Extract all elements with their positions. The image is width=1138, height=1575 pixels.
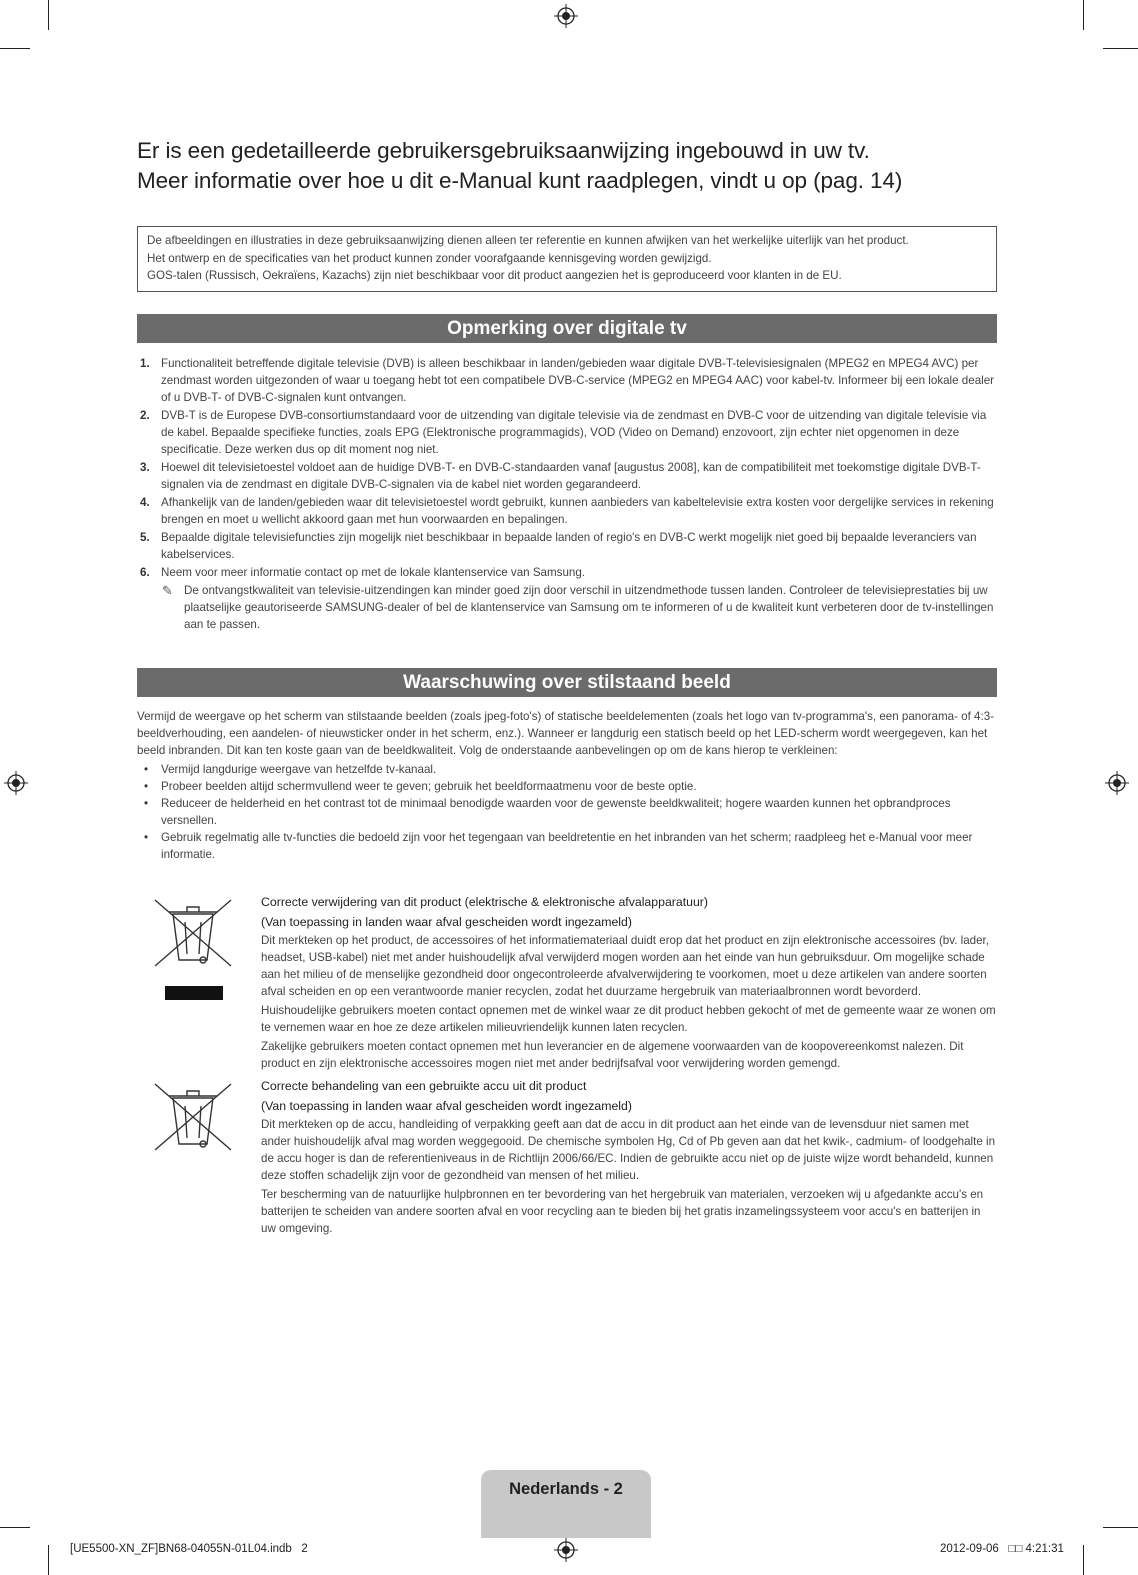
crossed-out-bin-icon xyxy=(151,1078,241,1158)
list-item: 3. Hoewel dit televisietoestel voldoet aan de huidige DVB-T- en DVB-C-standaarden vanaf [augustus 2008], kan de compatibiliteit met toekomstige digitale DVB-T-signalen via de zendmast en digitale DVB-C-signalen via de kabel niet worden gegarandeerd. xyxy=(140,460,981,491)
weee-title: Correcte verwijdering van dit product (elektrische & elektronische afvalapparatuur) xyxy=(261,894,708,909)
registration-mark-top-icon xyxy=(554,4,578,28)
battery-subtitle: (Van toepassing in landen waar afval gescheiden wordt ingezameld) xyxy=(261,1098,632,1113)
digital-tv-list xyxy=(137,355,997,581)
weee-paragraph: Huishoudelijke gebruikers moeten contact opnemen met de winkel waar ze dit product hebben gekocht of met de gemeente waar ze wonen om te vernemen waar en hoe ze deze artikelen milieuvriendelijk kunnen laten recyclen. xyxy=(261,1003,996,1034)
print-slug-left: [UE5500-XN_ZF]BN68-04055N-01L04.indb 2 xyxy=(70,1543,308,1555)
still-image-bullets xyxy=(137,761,997,863)
battery-text xyxy=(261,1076,997,1237)
battery-disposal-block xyxy=(137,1076,997,1237)
print-slug-right: 2012-09-06 □□ 4:21:31 xyxy=(940,1543,1064,1555)
crop-mark-top-left-h xyxy=(0,48,30,49)
title-line-2: Meer informatie over hoe u dit e-Manual kunt raadplegen, vindt u op (pag. 14) xyxy=(137,168,903,193)
note-paragraph: ✎ De ontvangstkwaliteit van televisie-uitzendingen kan minder goed zijn door verschil in uitzendmethode tussen landen. Controleer de televisieprestaties bij uw plaatselijke geautoriseerde SAMSUNG-dealer of bel de klantenservice van Samsung om te informeren of u de kwaliteit kunt verbeteren door de tv-instellingen aan te passen. xyxy=(162,582,994,631)
page-content xyxy=(137,136,997,1239)
page-label: Nederlands - 2 xyxy=(509,1480,623,1498)
still-image-intro: Vermijd de weergave op het scherm van stilstaande beelden (zoals jpeg-foto's) of statische beeldelementen (zoals het logo van tv-programma's, een panorama- of 4:3-beeldverhouding, een aandelen- of nieuwsticker onder in het scherm, enz.). Wanneer er langdurig een statisch beeld op het LED-scherm wordt weergegeven, kan het beeld inbranden. Dit kan ten koste gaan van de beeldkwaliteit. Volg de onderstaande aanbevelingen op om de kans hierop te verkleinen: xyxy=(137,709,995,757)
crop-mark-bottom-right-v xyxy=(1083,1545,1084,1575)
pencil-note-icon: ✎ xyxy=(162,582,173,598)
registration-mark-left-icon xyxy=(4,771,28,795)
weee-paragraph: Dit merkteken op het product, de accessoires of het informatiemateriaal duidt erop dat het product en zijn elektronische accessoires (bv. lader, headset, USB-kabel) niet met ander huishoudelijk afval verwijderd mogen worden aan het einde van hun gebruiksduur. Om mogelijke schade aan het milieu of de menselijke gezondheid door ongecontroleerde afvalverwijdering te voorkomen, moet u deze artikelen van andere soorten afval scheiden en op een verantwoorde manier recyclen, zodat het duurzame hergebruik van materiaalbronnen wordt bevorderd. xyxy=(261,933,989,998)
battery-title: Correcte behandeling van een gebruikte accu uit dit product xyxy=(261,1078,587,1093)
crop-mark-bottom-left-h xyxy=(0,1527,30,1528)
list-item: • Probeer beelden altijd schermvullend weer te geven; gebruik het beeldformaatmenu voor de beste optie. xyxy=(137,778,997,795)
disclaimer-line: De afbeeldingen en illustraties in deze gebruiksaanwijzing dienen alleen ter referentie en kunnen afwijken van het werkelijke uiterlijk van het product. xyxy=(147,234,909,247)
list-item: • Vermijd langdurige weergave van hetzelfde tv-kanaal. xyxy=(137,761,997,778)
crop-mark-top-left-v xyxy=(48,0,49,30)
weee-text xyxy=(261,892,997,1072)
crop-mark-bottom-right-h xyxy=(1103,1527,1138,1528)
list-item: 1. Functionaliteit betreffende digitale televisie (DVB) is alleen beschikbaar in landen/gebieden waar digitale DVB-T-televisiesignalen (MPEG2 en MPEG4 AVC) per zendmast worden uitgezonden of waar u toegang hebt tot een compatibele DVB-C-service (MPEG2 en MPEG4 AAC) voor kabel-tv. Informeer bij een lokale dealer of u DVB-T- of DVB-C-signalen kunt ontvangen. xyxy=(140,356,995,404)
list-item: 6. Neem voor meer informatie contact op met de lokale klantenservice van Samsung. xyxy=(140,565,586,579)
crossed-out-bin-icon xyxy=(151,894,241,1006)
section-header-still-image: Waarschuwing over stilstaand beeld xyxy=(137,668,997,697)
disclaimer-line: Het ontwerp en de specificaties van het product kunnen zonder voorafgaande kennisgeving worden gewijzigd. xyxy=(147,251,712,265)
weee-paragraph: Zakelijke gebruikers moeten contact opnemen met hun leverancier en de algemene voorwaarden van de koopovereenkomst nalezen. Dit product en zijn elektronische accessoires mogen niet met ander bedrijfsafval voor verwijdering worden gemengd. xyxy=(261,1039,964,1070)
list-item: • Reduceer de helderheid en het contrast tot de minimaal benodigde waarden voor de gewenste beeldkwaliteit; hogere waarden kunnen het opbrandproces versnellen. xyxy=(137,795,997,829)
battery-paragraph: Ter bescherming van de natuurlijke hulpbronnen en ter bevordering van het hergebruik van materialen, verzoeken wij u afgedankte accu's en batterijen te scheiden van andere soorten afval en voor recycling aan te bieden bij het gratis inzamelingssysteem voor accu's en batterijen in uw omgeving. xyxy=(261,1187,984,1235)
crop-mark-top-right-v xyxy=(1083,0,1084,30)
disclaimer-box xyxy=(137,226,997,292)
disclaimer-line: GOS-talen (Russisch, Oekraïens, Kazachs) zijn niet beschikbaar voor dit product aangezien het is geproduceerd voor klanten in de EU. xyxy=(147,269,842,282)
list-item: 4. Afhankelijk van de landen/gebieden waar dit televisietoestel wordt gebruikt, kunnen aanbieders van kabeltelevisie extra kosten voor dergelijke services in rekening brengen en moet u wellicht akkoord gaan met hun voorwaarden en bepalingen. xyxy=(140,495,994,526)
title-line-1: Er is een gedetailleerde gebruikersgebruiksaanwijzing ingebouwd in uw tv. xyxy=(137,138,870,163)
list-item: • Gebruik regelmatig alle tv-functies die bedoeld zijn voor het tegengaan van beeldretentie en het inbranden van het scherm; raadpleeg het e-Manual voor meer informatie. xyxy=(137,829,997,863)
battery-paragraph: Dit merkteken op de accu, handleiding of verpakking geeft aan dat de accu in dit product aan het einde van de levensduur niet samen met ander huishoudelijk afval mag worden weggegooid. De chemische symbolen Hg, Cd of Pb geven aan dat het kwik-, cadmium- of loodgehalte in de accu hoger is dan de referentieniveaus in de Richtlijn 2006/66/EC. Indien de gebruikte accu niet op de juiste wijze wordt behandeld, kunnen deze stoffen schadelijk zijn voor de gezondheid van mensen of het milieu. xyxy=(261,1117,996,1182)
page-number-tab xyxy=(481,1470,651,1538)
registration-mark-right-icon xyxy=(1105,771,1129,795)
crop-mark-bottom-left-v xyxy=(48,1545,49,1575)
list-item: 2. DVB-T is de Europese DVB-consortiumstandaard voor de uitzending van digitale televisie via de zendmast en DVB-C voor de uitzending van digitale televisie via de kabel. Bepaalde specifieke functies, zoals EPG (Elektronische programmagids), VOD (Video on Demand) enzovoort, zijn echter niet opgenomen in deze specificatie. Deze werken dus op dit moment nog niet. xyxy=(140,408,987,456)
weee-subtitle: (Van toepassing in landen waar afval gescheiden wordt ingezameld) xyxy=(261,914,632,929)
section-header-digital-tv: Opmerking over digitale tv xyxy=(137,314,997,343)
weee-disposal-block xyxy=(137,892,997,1072)
crop-mark-top-right-h xyxy=(1103,48,1138,49)
page-title xyxy=(137,136,997,196)
registration-mark-bottom-icon xyxy=(554,1538,578,1562)
list-item: 5. Bepaalde digitale televisiefuncties zijn mogelijk niet beschikbaar in bepaalde landen of regio's en DVB-C werkt mogelijk niet goed bij bepaalde leveranciers van kabelservices. xyxy=(140,530,977,561)
